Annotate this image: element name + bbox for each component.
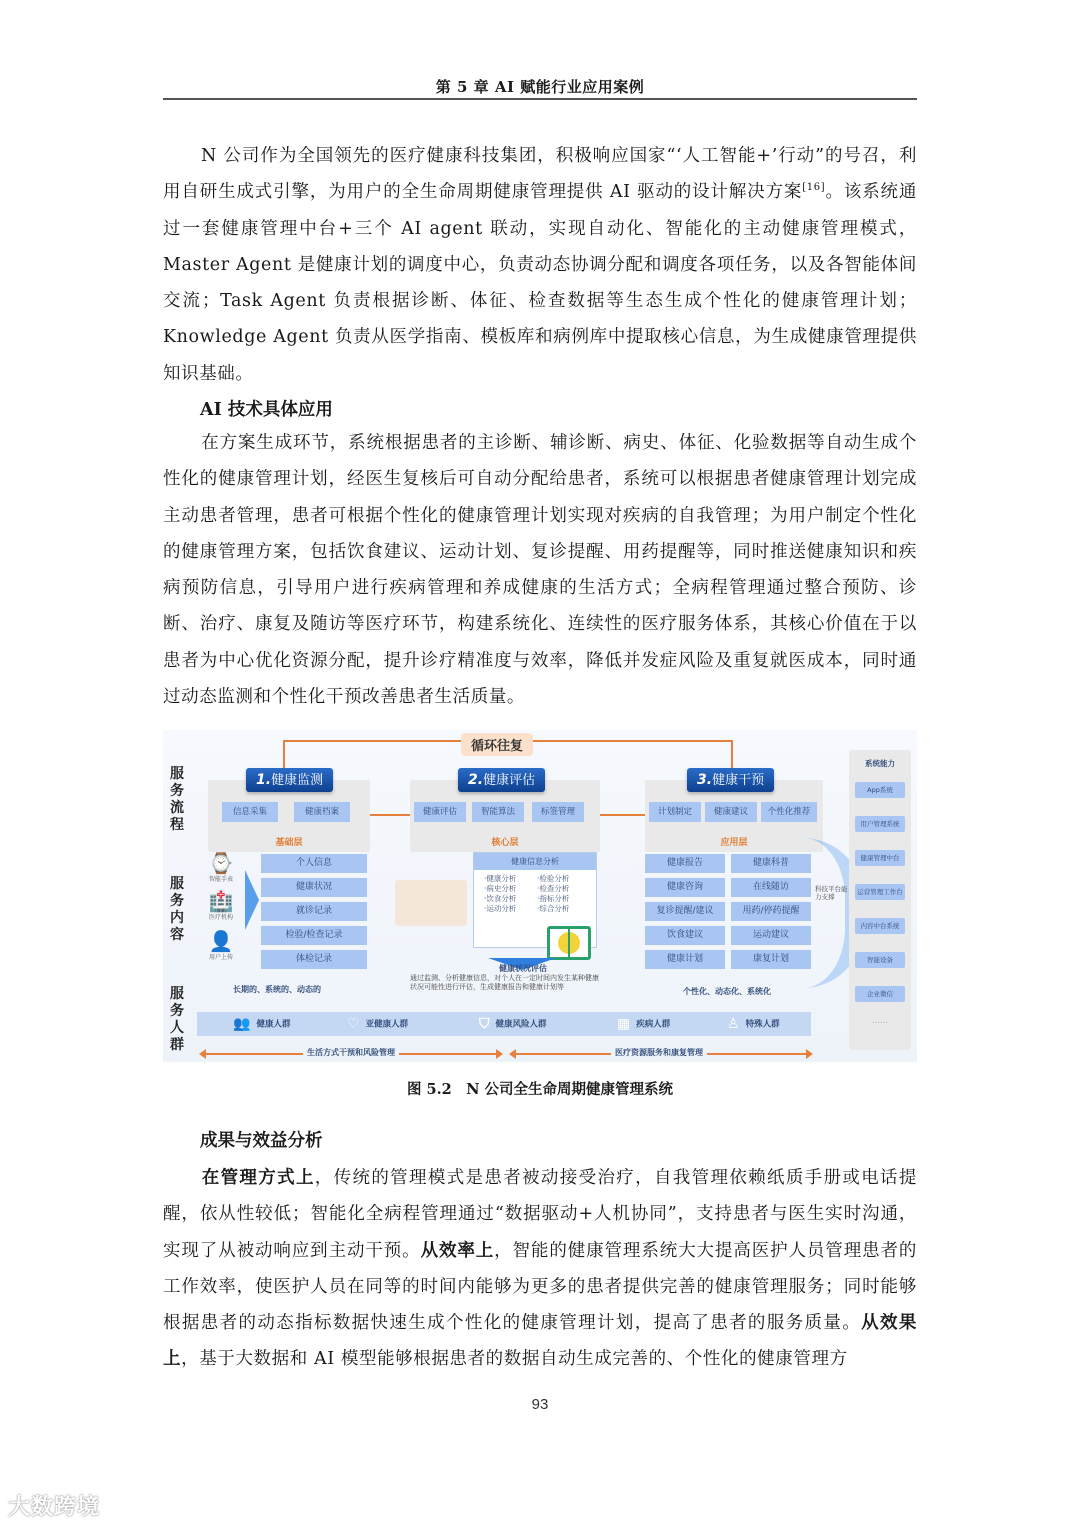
paragraph-results: 在管理方式上，传统的管理模式是患者被动接受治疗，自我管理依赖纸质手册或电话提醒，依从性较低；智能化全病程管理通过“数据驱动+人机协同”，支持患者与医生实时沟通，实现了从被动响应到主动干预。从效率上，智能的健康管理系统大大提高医护人员管理患者的工作效率，使医护人员在同等的时间内能够为更多的患者提供完善的健康管理服务；同时能够根据患者的动态指标数据快速生成个性化的健康管理计划，提高了患者的服务质量。从效果上，基于大数据和 AI 模型能够根据患者的数据自动生成完善的、个性化的健康管理方: [163, 1168, 917, 1370]
heart-hands-icon: ♡: [347, 1016, 360, 1032]
paragraph-application: [163, 425, 917, 715]
stage-chip: 标签管理: [532, 802, 584, 822]
intro-text-cont: 。该系统通过一套健康管理中台+三个 AI agent 联动，实现自动化、智能化的主动健康管理模式，Master Agent 是健康计划的调度中心，负责动态协调分配和调度各项任务，以及各智能体间交流；Task Agent 负责根据诊断、体征、检查数据等生态生成个性化的健康管理计划；Knowledge Agent 负责从医学指南、模板库和病例库中提取核心信息，为生成健康管理提供知识基础。: [163, 182, 918, 384]
row-label-process: 服务流程: [170, 766, 184, 833]
monitoring-item: 检验/检查记录: [261, 926, 367, 945]
watermark: 大数跨境: [8, 1495, 101, 1520]
system-item: 健康管理中台: [855, 850, 905, 866]
bold-lead: 从效果上: [163, 1313, 917, 1370]
intervention-item: 在线随访: [731, 878, 811, 897]
stage-intervention: [645, 772, 823, 852]
stage-chip: 健康档案: [294, 802, 350, 822]
intro-text: N 公司作为全国领先的医疗健康科技集团，积极响应国家“‘人工智能+’行动”的号召，利用自研生成式引擎，为用户的全生命周期健康管理提供 AI 驱动的设计解决方案: [163, 146, 917, 203]
stage-chip: 智能算法: [472, 802, 524, 822]
evaluation-title: 健康状况评估: [499, 964, 547, 973]
special-group-icon: ♙: [727, 1016, 740, 1032]
stage-connector: [370, 814, 410, 816]
section-heading-ai-application: AI 技术具体应用: [200, 400, 333, 420]
header-rule: [163, 98, 917, 100]
intervention-item: 健康咨询: [645, 878, 725, 897]
intervention-item: 用药/停药提醒: [731, 902, 811, 921]
system-capability-panel: [849, 750, 911, 1050]
stage-connector: [600, 814, 645, 816]
stage-title: 3.健康干预: [687, 768, 774, 792]
row-label-content: 服务内容: [170, 876, 184, 943]
arrow-label-medical: 医疗资源服务和康复管理: [611, 1047, 707, 1058]
source-user-upload: 👤 用户上传: [201, 930, 241, 961]
analysis-title: 健康信息分析: [474, 853, 596, 870]
user-icon: 👤: [208, 929, 234, 953]
stage-chip: 个性化推荐: [761, 802, 817, 822]
population-item: 👥 健康人群: [233, 1016, 291, 1032]
patient-icon: ▦: [617, 1016, 631, 1032]
population-bar: [197, 1012, 811, 1036]
stage-evaluation: [410, 772, 600, 852]
stage-chip: 信息采集: [222, 802, 278, 822]
shield-icon: ⛉: [479, 1016, 490, 1032]
source-hospital: 🏥 医疗机构: [201, 890, 241, 921]
population-item: ♙ 特殊人群: [727, 1016, 780, 1032]
intervention-item: 健康计划: [645, 950, 725, 969]
stage-chip: 计划制定: [649, 802, 701, 822]
monitoring-item: 健康状况: [261, 878, 367, 897]
page-number: 93: [531, 1396, 549, 1413]
stage-title: 2.健康评估: [458, 768, 545, 792]
layer-label: 应用层: [720, 838, 748, 848]
layer-label: 基础层: [275, 838, 303, 848]
loop-label: 循环往复: [461, 733, 533, 756]
application-text: 在方案生成环节，系统根据患者的主诊断、辅诊断、病史、体征、化验数据等自动生成个性化的健康管理计划，经医生复核后可自动分配给患者，系统可以根据患者健康管理计划完成主动患者管理，患者可根据个性化的健康管理计划实现对疾病的自我管理；为用户制定个性化的健康管理方案，包括饮食建议、运动计划、复诊提醒、用药提醒等，同时推送健康知识和疾病预防信息，引导用户进行疾病管理和养成健康的生活方式；全病程管理通过整合预防、诊断、治疗、康复及随访等医疗环节，构建系统化、连续性的医疗服务体系，其核心价值在于以患者为中心优化资源分配，提升诊疗精准度与效率，降低并发症风险及重复就医成本，同时通过动态监测和个性化干预改善患者生活质量。: [163, 433, 917, 708]
smartwatch-icon: ⌚: [208, 851, 234, 875]
row-label-population: 服务人群: [170, 986, 184, 1053]
layer-label: 核心层: [491, 838, 519, 848]
intervention-item: 饮食建议: [645, 926, 725, 945]
monitoring-item: 个人信息: [261, 854, 367, 873]
system-item: 内容中台系统: [855, 918, 905, 934]
hospital-icon: 🏥: [208, 889, 234, 913]
book-icon: [547, 926, 591, 960]
monitoring-item: 就诊记录: [261, 902, 367, 921]
system-item: 企业微信: [855, 986, 905, 1002]
intervention-tagline: 个性化、动态化、系统化: [683, 987, 771, 996]
intervention-item: 运动建议: [731, 926, 811, 945]
intervention-item: 健康报告: [645, 854, 725, 873]
intervention-item: 健康科普: [731, 854, 811, 873]
paragraph-intro: [163, 138, 917, 392]
system-more: ......: [872, 1016, 888, 1025]
population-item: ♡ 亚健康人群: [347, 1016, 409, 1032]
system-item: 智能设备: [855, 952, 905, 968]
stage-title: 1.健康监测: [246, 768, 333, 792]
system-item: App系统: [855, 782, 905, 798]
group-icon: 👥: [233, 1016, 251, 1032]
monitoring-tagline: 长期的、系统的、动态的: [233, 985, 321, 994]
population-item: ▦ 疾病人群: [617, 1016, 671, 1032]
evaluation-desc: 通过监测、分析健康信息，对个人在一定时间内发生某种健康状况可能性进行评估，生成健康报告和健康计划等: [410, 974, 599, 991]
chevron-right-icon: [245, 870, 259, 930]
system-item: 运营管理工作台: [855, 884, 905, 900]
stage-chip: 健康评估: [414, 802, 466, 822]
section-heading-results: 成果与效益分析: [200, 1131, 323, 1151]
intervention-item: 康复计划: [731, 950, 811, 969]
chapter-title: 第 5 章 AI 赋能行业应用案例: [435, 78, 645, 96]
analysis-illustration: [395, 880, 467, 926]
figure-health-management-system: [163, 730, 917, 1062]
analysis-list: ·健康分析 ·检验分析 ·病史分析 ·检查分析 ·饮食分析 ·指标分析 ·运动分析 ·综合分析: [484, 874, 570, 913]
intervention-item: 复诊提醒/建议: [645, 902, 725, 921]
system-item: 用户管理系统: [855, 816, 905, 832]
system-title: 系统能力: [865, 759, 895, 768]
population-item: ⛉ 健康风险人群: [479, 1016, 547, 1032]
monitoring-item: 体检记录: [261, 950, 367, 969]
stage-chip: 健康建议: [705, 802, 757, 822]
support-label: 科技平台能力支撑: [815, 885, 848, 901]
figure-caption: 图 5.2 N 公司全生命周期健康管理系统: [406, 1081, 674, 1098]
bold-lead: 在管理方式上: [201, 1168, 315, 1188]
arrow-label-lifestyle: 生活方式干预和风险管理: [303, 1047, 399, 1058]
bold-lead: 从效率上: [420, 1240, 495, 1261]
citation-ref[interactable]: [16]: [802, 182, 826, 194]
stage-monitoring: [208, 772, 370, 852]
source-smartwatch: ⌚ 智能手表: [201, 852, 241, 883]
